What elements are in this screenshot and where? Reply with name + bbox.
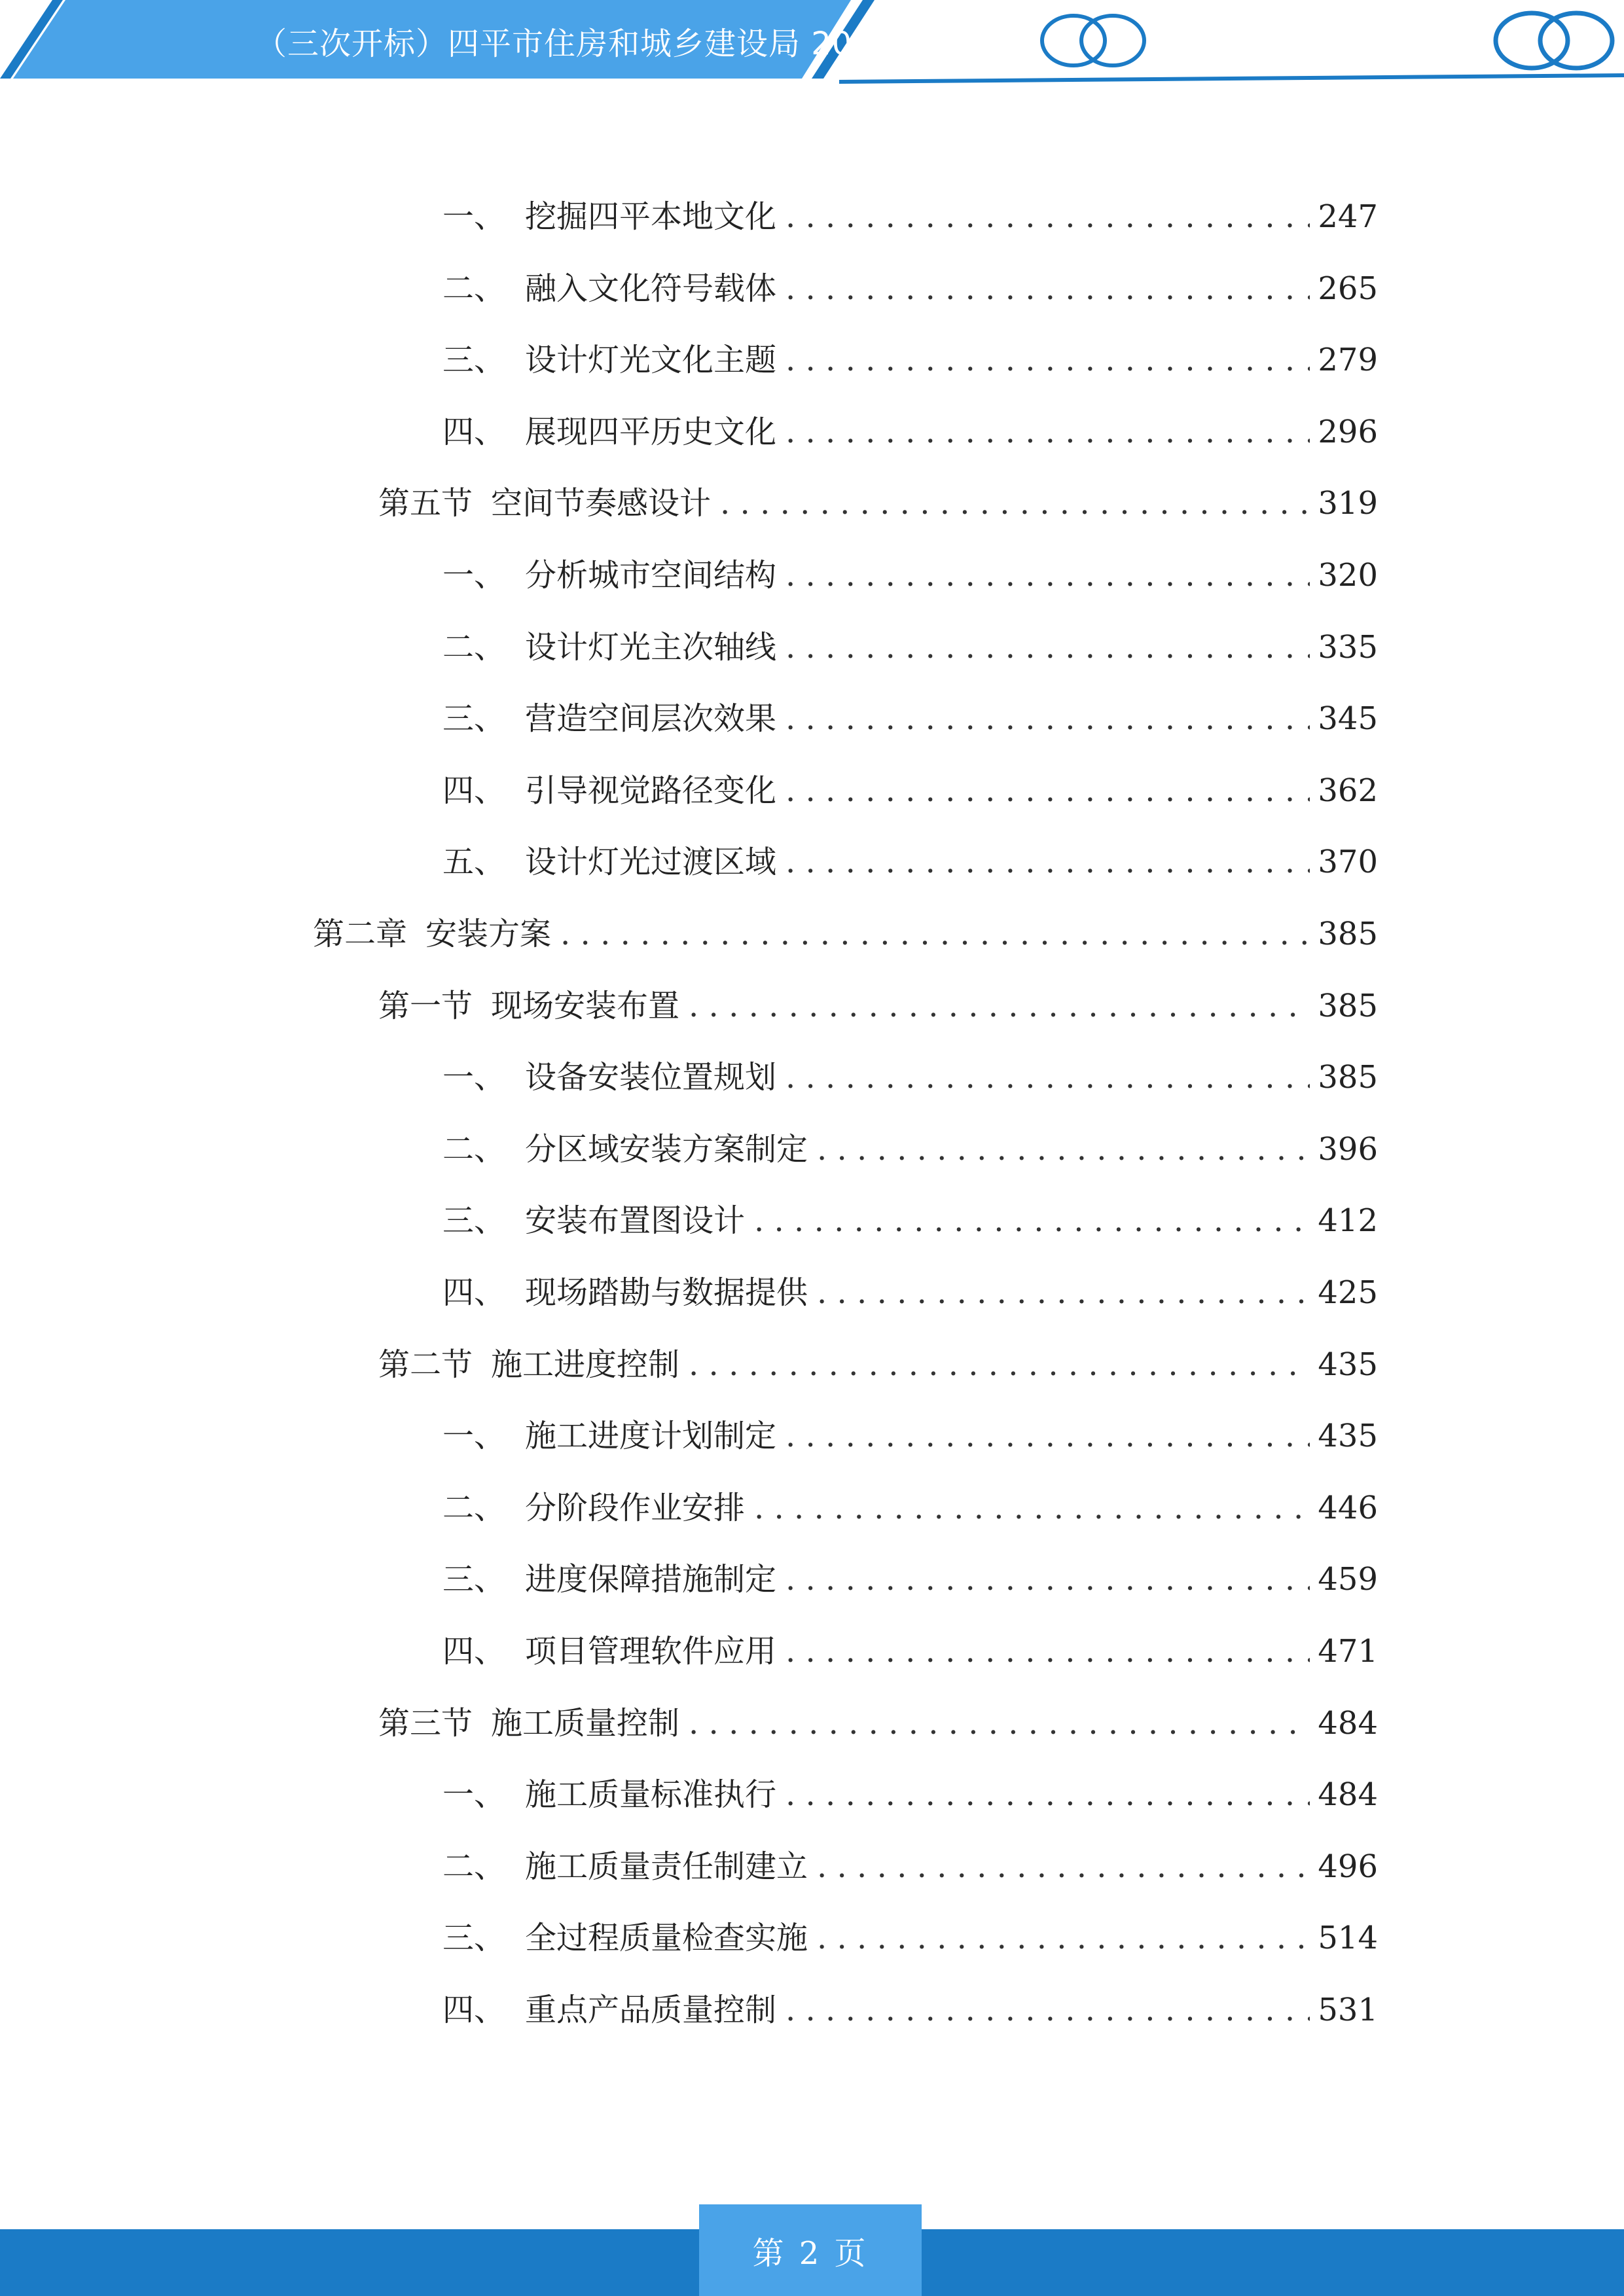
toc-entry-number: 三、 <box>442 1920 506 1956</box>
toc-entry[interactable] <box>442 412 1378 452</box>
toc-entry-page: 496 <box>1318 1848 1378 1885</box>
toc-entry-page: 370 <box>1318 844 1378 880</box>
toc-entry-number: 三、 <box>442 1561 506 1598</box>
toc-entry-page: 385 <box>1318 916 1378 952</box>
toc-entry-title: 进度保障措施制定 <box>525 1561 777 1598</box>
toc-entry-number: 二、 <box>442 1848 506 1885</box>
toc-entry[interactable] <box>442 698 1378 739</box>
toc-entry[interactable] <box>313 914 1378 954</box>
toc-entry-page: 435 <box>1318 1346 1378 1383</box>
toc-entry-title: 展现四平历史文化 <box>525 414 777 450</box>
toc-entry-number: 三、 <box>442 700 506 737</box>
toc-entry[interactable] <box>442 1846 1378 1887</box>
toc-entry-number: 一、 <box>442 198 506 235</box>
toc-entry-title: 重点产品质量控制 <box>525 1992 777 2028</box>
toc-entry[interactable] <box>442 268 1378 309</box>
toc-entry[interactable] <box>378 1344 1378 1385</box>
toc-entry[interactable] <box>442 1272 1378 1313</box>
toc-entry-page: 514 <box>1318 1920 1378 1956</box>
toc-entry-page: 345 <box>1318 700 1378 737</box>
toc-entry-page: 435 <box>1318 1418 1378 1454</box>
toc-entry-title: 安装布置图设计 <box>525 1202 746 1239</box>
toc-entry[interactable] <box>442 842 1378 882</box>
toc-leader-dots <box>785 842 1310 882</box>
toc-entry-number: 二、 <box>442 1490 506 1526</box>
toc-entry[interactable] <box>442 1918 1378 1958</box>
toc-entry-page: 531 <box>1318 1992 1378 2028</box>
toc-entry[interactable] <box>378 986 1378 1026</box>
toc-entry[interactable] <box>442 1416 1378 1456</box>
toc-entry-title: 全过程质量检查实施 <box>525 1920 808 1956</box>
toc-entry-number: 四、 <box>442 1274 506 1311</box>
toc-entry-number: 一、 <box>442 557 506 594</box>
toc-leader-dots <box>720 483 1310 524</box>
toc-entry-title: 设计灯光主次轴线 <box>525 629 777 666</box>
toc-entry-number: 一、 <box>442 1776 506 1813</box>
toc-entry-number: 四、 <box>442 772 506 809</box>
toc-entry-title: 分析城市空间结构 <box>525 557 777 594</box>
toc-entry[interactable] <box>442 196 1378 237</box>
toc-leader-dots <box>785 555 1310 596</box>
toc-entry-title: 设计灯光文化主题 <box>525 342 777 378</box>
toc-entry-title: 设计灯光过渡区域 <box>525 844 777 880</box>
toc-entry-page: 412 <box>1318 1202 1378 1239</box>
toc-entry-page: 484 <box>1318 1705 1378 1742</box>
toc-entry-number: 一、 <box>442 1059 506 1096</box>
toc-entry-page: 247 <box>1318 198 1378 235</box>
toc-entry-number: 四、 <box>442 1992 506 2028</box>
toc-entry-page: 362 <box>1318 772 1378 809</box>
toc-entry-title: 安装方案 <box>425 916 552 952</box>
toc-leader-dots <box>785 1990 1310 2030</box>
toc-entry[interactable] <box>442 340 1378 380</box>
toc-entry-title: 空间节奏感设计 <box>491 485 712 522</box>
toc-entry-number: 第一节 <box>378 988 473 1024</box>
toc-entry-title: 营造空间层次效果 <box>525 700 777 737</box>
toc-entry-title: 施工进度计划制定 <box>525 1418 777 1454</box>
toc-entry[interactable] <box>442 1057 1378 1098</box>
toc-entry-page: 425 <box>1318 1274 1378 1311</box>
toc-leader-dots <box>817 1846 1310 1887</box>
toc-leader-dots <box>817 1272 1310 1313</box>
page-number: 第 2 页 <box>699 2204 922 2296</box>
toc-leader-dots <box>785 1559 1310 1600</box>
header-title: （三次开标）四平市住房和城乡建设局 2025 <box>255 26 894 62</box>
toc-entry-page: 471 <box>1318 1633 1378 1670</box>
toc-entry-page: 385 <box>1318 1059 1378 1096</box>
toc-leader-dots <box>689 1703 1310 1744</box>
toc-entry-page: 319 <box>1318 485 1378 522</box>
toc-entry-number: 三、 <box>442 342 506 378</box>
toc-entry[interactable] <box>378 483 1378 524</box>
toc-leader-dots <box>754 1488 1310 1528</box>
toc-entry-page: 296 <box>1318 414 1378 450</box>
toc-entry-title: 现场安装布置 <box>491 988 680 1024</box>
toc-entry-number: 四、 <box>442 414 506 450</box>
toc-leader-dots <box>689 1344 1310 1385</box>
toc-entry-title: 施工进度控制 <box>491 1346 680 1383</box>
toc-leader-dots <box>785 770 1310 811</box>
toc-entry-title: 设备安装位置规划 <box>525 1059 777 1096</box>
toc-entry-number: 二、 <box>442 1131 506 1168</box>
toc-leader-dots <box>817 1129 1310 1170</box>
toc-entry-number: 五、 <box>442 844 506 880</box>
toc-entry[interactable] <box>442 1774 1378 1815</box>
toc-entry-title: 施工质量标准执行 <box>525 1776 777 1813</box>
toc-entry[interactable] <box>442 1200 1378 1241</box>
toc-entry-number: 四、 <box>442 1633 506 1670</box>
toc-entry-page: 396 <box>1318 1131 1378 1168</box>
toc-entry-page: 320 <box>1318 557 1378 594</box>
toc-entry-page: 279 <box>1318 342 1378 378</box>
toc-leader-dots <box>785 1057 1310 1098</box>
toc-leader-dots <box>785 1631 1310 1672</box>
toc-entry-page: 446 <box>1318 1490 1378 1526</box>
toc-entry-page: 484 <box>1318 1776 1378 1813</box>
toc-leader-dots <box>689 986 1310 1026</box>
toc-leader-dots <box>785 1774 1310 1815</box>
toc-entry-number: 三、 <box>442 1202 506 1239</box>
toc-leader-dots <box>785 340 1310 380</box>
toc-entry-title: 现场踏勘与数据提供 <box>525 1274 808 1311</box>
toc-entry-page: 265 <box>1318 270 1378 307</box>
toc-leader-dots <box>560 914 1310 954</box>
toc-entry-title: 项目管理软件应用 <box>525 1633 777 1670</box>
toc-entry[interactable] <box>442 1631 1378 1672</box>
toc-entry-page: 459 <box>1318 1561 1378 1598</box>
toc-entry-number: 二、 <box>442 270 506 307</box>
toc-entry-title: 分区域安装方案制定 <box>525 1131 808 1168</box>
toc-leader-dots <box>785 196 1310 237</box>
toc-entry-title: 引导视觉路径变化 <box>525 772 777 809</box>
toc-entry-number: 一、 <box>442 1418 506 1454</box>
toc-leader-dots <box>785 268 1310 309</box>
toc-entry-page: 385 <box>1318 988 1378 1024</box>
toc-entry[interactable] <box>442 1129 1378 1170</box>
toc-entry-title: 融入文化符号载体 <box>525 270 777 307</box>
toc-entry[interactable] <box>442 770 1378 811</box>
toc-leader-dots <box>785 412 1310 452</box>
toc-entry[interactable] <box>442 627 1378 668</box>
toc-entry-title: 挖掘四平本地文化 <box>525 198 777 235</box>
toc-entry[interactable] <box>442 555 1378 596</box>
toc-leader-dots <box>785 1416 1310 1456</box>
toc-entry-number: 第二节 <box>378 1346 473 1383</box>
toc-entry-title: 分阶段作业安排 <box>525 1490 746 1526</box>
toc-entry-number: 第五节 <box>378 485 473 522</box>
toc-entry[interactable] <box>378 1703 1378 1744</box>
toc-entry-number: 第三节 <box>378 1705 473 1742</box>
toc-entry-number: 二、 <box>442 629 506 666</box>
toc-entry-number: 第二章 <box>313 916 408 952</box>
toc-entry-page: 335 <box>1318 629 1378 666</box>
toc-entry-title: 施工质量控制 <box>491 1705 680 1742</box>
toc-leader-dots <box>817 1918 1310 1958</box>
toc-leader-dots <box>785 698 1310 739</box>
toc-entry[interactable] <box>442 1488 1378 1528</box>
toc-entry-title: 施工质量责任制建立 <box>525 1848 808 1885</box>
toc-leader-dots <box>754 1200 1310 1241</box>
toc-entry[interactable] <box>442 1559 1378 1600</box>
toc-leader-dots <box>785 627 1310 668</box>
toc-entry[interactable] <box>442 1990 1378 2030</box>
